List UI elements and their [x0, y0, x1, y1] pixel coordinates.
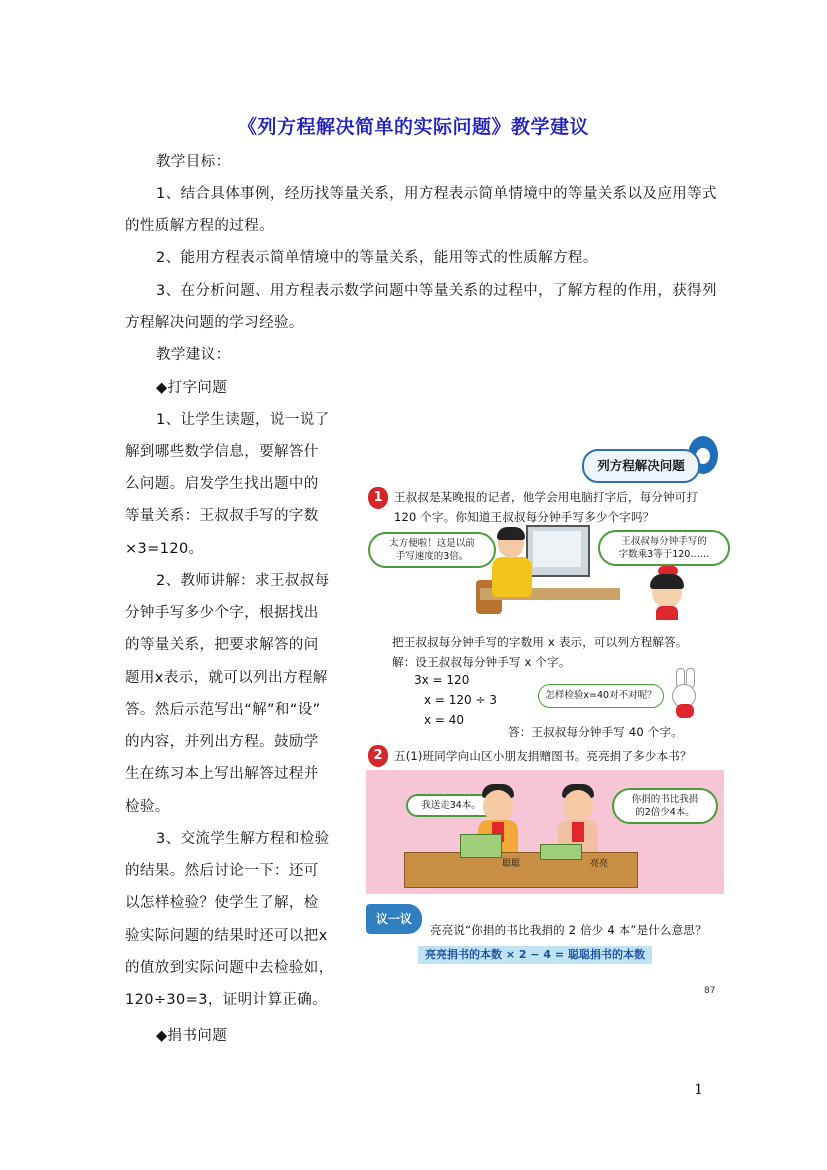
left-line: 120÷30=3，证明计算正确。	[125, 992, 328, 1008]
relation-bar: 亮亮捐书的本数 × 2 − 4 = 聪聪捐书的本数	[418, 946, 652, 964]
girl-body	[656, 606, 678, 620]
speech-bubble-liangliang	[612, 788, 718, 824]
speech-bubble-man	[368, 532, 496, 568]
left-line: 么问题。启发学生找出题中的	[125, 476, 319, 492]
set-unknown-line: 把王叔叔每分钟手写的字数用 x 表示，可以列方程解答。	[392, 635, 688, 649]
speech-bubble-girl	[598, 530, 730, 566]
question-1-line-1: 王叔叔是某晚报的记者，他学会用电脑打字后，每分钟可打	[394, 490, 699, 504]
question-2-badge: 2	[368, 745, 388, 767]
section-typing: ◆打字问题	[156, 380, 228, 396]
left-line: 等量关系：王叔叔手写的字数	[125, 508, 319, 524]
textbook-banner: 列方程解决问题	[582, 449, 700, 483]
congcong-head	[483, 790, 513, 822]
left-line: 1、让学生读题，说一说了	[156, 412, 330, 428]
discuss-question: 亮亮说“你捐的书比我捐的 2 倍少 4 本”是什么意思？	[430, 923, 707, 937]
suggest-heading: 教学建议：	[156, 347, 231, 363]
discuss-label: 议一议	[366, 904, 422, 934]
equation-2: x = 120 ÷ 3	[424, 693, 498, 707]
liangliang-head	[563, 790, 593, 822]
page-title: 《列方程解决简单的实际问题》教学建议	[237, 116, 589, 138]
bubble-text: 太方便啦！这是以前	[389, 538, 475, 549]
liangliang-scarf	[572, 822, 584, 842]
name-liangliang: 亮亮	[590, 859, 609, 869]
left-line: 的结果。然后讨论一下：还可	[125, 863, 319, 879]
bubble-text: 的2倍少4本。	[635, 807, 695, 818]
question-1-line-2: 120 个字。你知道王叔叔每分钟手写多少个字吗？	[394, 510, 655, 524]
bubble-text: 你捐的书比我捐	[631, 794, 699, 805]
reporter-body	[492, 557, 532, 597]
left-line: 2、教师讲解：求王叔叔每	[156, 573, 330, 589]
rabbit-body	[676, 704, 694, 718]
page-number: 1	[694, 1082, 703, 1098]
solution-set-line: 解：设王叔叔每分钟手写 x 个字。	[392, 655, 571, 669]
goal-1-line-2: 的性质解方程的过程。	[125, 218, 274, 234]
equation-1: 3x = 120	[414, 673, 470, 687]
goal-1-line-1: 1、结合具体事例，经历找等量关系，用方程表示简单情境中的等量关系以及应用等式	[156, 186, 717, 202]
left-line: 解到哪些数学信息，要解答什	[125, 444, 319, 460]
left-line: 的等量关系，把要求解答的问	[125, 637, 319, 653]
check-bubble: 怎样检验x=40对不对呢？	[538, 684, 664, 708]
left-line: 验实际问题的结果时还可以把x	[125, 928, 328, 944]
bubble-text: 手写速度的3倍。	[395, 551, 469, 562]
girl-hair	[650, 574, 684, 589]
section-donation: ◆捐书问题	[156, 1028, 228, 1044]
bubble-text: 王叔叔每分钟手写的	[621, 536, 707, 547]
question-1-badge: 1	[368, 487, 388, 509]
name-congcong: 聪聪	[502, 859, 521, 869]
left-line: ×3=120。	[125, 541, 204, 557]
goals-heading: 教学目标：	[156, 154, 231, 170]
left-line: 题用x表示，就可以列出方程解	[125, 670, 328, 686]
reporter-hair	[497, 527, 525, 540]
left-line: 以怎样检验？使学生了解，检	[125, 895, 319, 911]
book-stack-congcong	[460, 834, 502, 858]
goal-2: 2、能用方程表示简单情境中的等量关系，能用等式的性质解方程。	[156, 250, 598, 266]
answer-line: 答：王叔叔每分钟手写 40 个字。	[508, 725, 683, 739]
left-line: 答。然后示范写出“解”和“设”	[125, 702, 321, 718]
left-line: 3、交流学生解方程和检验	[156, 831, 330, 847]
bubble-text: 字数乘3等于120……	[618, 549, 710, 560]
textbook-page-number: 87	[704, 986, 716, 996]
book-stack-liangliang	[540, 844, 582, 860]
left-line: 检验。	[125, 799, 170, 815]
goal-3-line-2: 方程解决问题的学习经验。	[125, 315, 304, 331]
question-2-line: 五(1)班同学向山区小朋友捐赠图书。亮亮捐了多少本书？	[394, 749, 692, 763]
goal-3-line-1: 3、在分析问题、用方程表示数学问题中等量关系的过程中，了解方程的作用，获得列	[156, 283, 717, 299]
left-line: 的值放到实际问题中去检验如，	[125, 960, 334, 976]
equation-3: x = 40	[424, 713, 465, 727]
left-line: 分钟手写多少个字，根据找出	[125, 605, 319, 621]
left-line: 的内容，并列出方程。鼓励学	[125, 734, 319, 750]
monitor-screen	[533, 531, 581, 567]
left-line: 生在练习本上写出解答过程并	[125, 766, 319, 782]
bubble-text: 我送走34本。	[421, 800, 481, 811]
